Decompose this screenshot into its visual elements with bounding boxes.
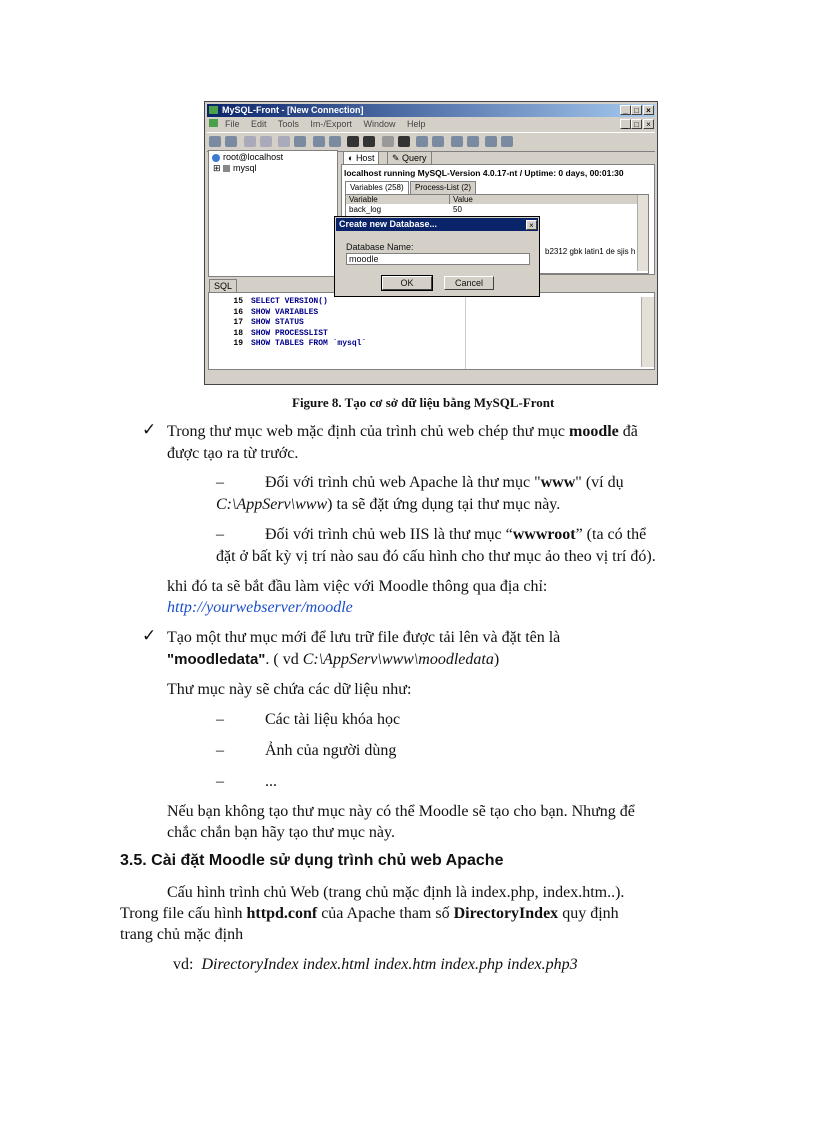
child-restore-icon[interactable]: □ (631, 119, 642, 129)
db-name-input[interactable]: moodle (346, 253, 530, 265)
database-icon (223, 165, 230, 172)
menu-help[interactable]: Help (406, 119, 426, 129)
maximize-icon[interactable]: □ (631, 105, 642, 115)
sub1-line1: Đối với trình chủ web Apache là thư mục "www" (ví dụ (265, 474, 624, 491)
dash: – (216, 742, 224, 759)
checkmark-icon: ✓ (142, 626, 157, 645)
database-tree: root@localhost ⊞ mysql (208, 150, 338, 277)
line-number: 17 (233, 318, 243, 327)
charset-value: b2312 gbk latin1 de sjis h (545, 247, 636, 256)
config-line2: Trong file cấu hình httpd.conf của Apache tham số DirectoryIndex quy định (120, 905, 619, 922)
bullet1-line1: Trong thư mục web mặc định của trình chủ web chép thư mục moodle đã (167, 423, 638, 440)
editor-divider (465, 293, 466, 369)
sql-editor[interactable] (208, 292, 655, 370)
db-name-label: Database Name: (346, 242, 414, 252)
list-item: ... (265, 773, 277, 790)
variables-scrollbar[interactable] (637, 195, 648, 271)
tab-sql[interactable]: SQL (209, 279, 237, 292)
new-table-icon[interactable] (329, 136, 341, 147)
sql-scrollbar[interactable] (641, 297, 654, 367)
note-line2: chắc chắn bạn hãy tạo thư mục này. (167, 824, 395, 841)
grid-icon[interactable] (416, 136, 428, 147)
sql-code (251, 297, 366, 350)
config-line1: Cấu hình trình chủ Web (trang chủ mặc định là index.php, index.htm..). (167, 884, 625, 901)
paste-icon[interactable] (260, 136, 272, 147)
sql-line: SELECT VERSION() (251, 297, 328, 306)
line-number: 19 (233, 339, 243, 348)
dialog-close-icon[interactable]: × (526, 220, 537, 230)
cancel-button[interactable]: Cancel (444, 276, 494, 290)
list-icon[interactable] (467, 136, 479, 147)
create-database-dialog (334, 216, 540, 297)
sql-line: SHOW VARIABLES (251, 307, 319, 317)
note-line1: Nếu bạn không tạo thư mục này có thể Moodle sẽ tạo cho bạn. Nhưng để (167, 803, 635, 820)
child-close-icon[interactable]: × (643, 119, 654, 129)
bullet1-line2: được tạo ra từ trước. (167, 445, 299, 462)
sql-line: SHOW PROCESSLIST (251, 328, 328, 338)
ok-button[interactable]: OK (382, 276, 432, 290)
dash: – (216, 711, 224, 728)
doc-icon (209, 119, 218, 127)
refresh-icon[interactable] (294, 136, 306, 147)
section-heading: 3.5. Cài đặt Moodle sử dụng trình chủ web Apache (120, 852, 504, 869)
close-icon[interactable]: × (643, 105, 654, 115)
contains-text: Thư mục này sẽ chứa các dữ liệu như: (167, 681, 412, 698)
dash: – (216, 474, 224, 491)
server-icon (212, 154, 220, 162)
row-value: 50 (453, 205, 462, 214)
connect-icon[interactable] (209, 136, 221, 147)
col-variable[interactable]: Variable (346, 195, 450, 204)
undo-icon[interactable] (278, 136, 290, 147)
list-item: Các tài liệu khóa học (265, 711, 401, 728)
config-line3: trang chủ mặc định (120, 926, 244, 943)
address-text: khi đó ta sẽ bắt đầu làm việc với Moodle thông qua địa chỉ: (167, 578, 548, 595)
line-number: 18 (233, 328, 243, 338)
server-info: localhost running MySQL-Version 4.0.17-nt / Uptime: 0 days, 00:01:30 (344, 168, 624, 178)
toolbar (207, 132, 655, 152)
window-titlebar (207, 104, 655, 117)
bullet2-line2: "moodledata". ( vd C:\AppServ\www\moodledata) (167, 651, 500, 668)
app-icon (209, 106, 218, 114)
cancel-icon[interactable] (363, 136, 375, 147)
menu-tools[interactable]: Tools (277, 119, 299, 129)
line-number: 16 (233, 307, 243, 317)
columns-icon[interactable] (485, 136, 497, 147)
disconnect-icon[interactable] (225, 136, 237, 147)
tab-query[interactable]: ✎ Query (387, 151, 432, 164)
sql-line: SHOW TABLES FROM `mysql` (251, 339, 367, 348)
menu-edit[interactable]: Edit (251, 119, 267, 129)
row-variable: back_log (349, 205, 382, 214)
dash: – (216, 526, 224, 543)
line-numbers (215, 297, 243, 350)
run-icon[interactable] (398, 136, 410, 147)
menu-file[interactable]: File (225, 119, 240, 129)
menu-import-export[interactable]: Im-/Export (310, 119, 352, 129)
tab-process-list[interactable]: Process-List (2) (410, 181, 476, 194)
dialog-title: Create new Database... (336, 218, 538, 231)
new-db-icon[interactable] (313, 136, 325, 147)
sub2-line2: đặt ở bất kỳ vị trí nào sau đó cấu hình cho thư mục ảo theo vị trí đó). (216, 548, 656, 565)
sql-line: SHOW STATUS (251, 318, 304, 327)
window-title: MySQL-Front - [New Connection] (222, 105, 364, 115)
dash: – (216, 773, 224, 790)
line-number: 15 (233, 297, 243, 306)
tree-root[interactable]: root@localhost (223, 152, 284, 162)
sub1-line2: C:\AppServ\www) ta sẽ đặt ứng dụng tại thư mục này. (216, 496, 561, 513)
bullet2-line1: Tạo một thư mục mới để lưu trữ file được tải lên và đặt tên là (167, 629, 561, 646)
table-icon[interactable] (432, 136, 444, 147)
menu-bar (207, 118, 655, 130)
help-icon[interactable] (382, 136, 394, 147)
minimize-icon[interactable]: _ (620, 105, 631, 115)
copy-icon[interactable] (244, 136, 256, 147)
delete-icon[interactable] (347, 136, 359, 147)
col-value[interactable]: Value (450, 195, 639, 204)
moodle-url-link[interactable]: http://yourwebserver/moodle (167, 599, 353, 616)
example-line: vd: DirectoryIndex index.html index.htm index.php index.php3 (173, 956, 578, 973)
tab-variables[interactable]: Variables (258) (345, 181, 409, 194)
child-minimize-icon[interactable]: _ (620, 119, 631, 129)
sub2-line1: Đối với trình chủ web IIS là thư mục “wwwroot” (ta có thể (265, 526, 647, 543)
export-icon[interactable] (451, 136, 463, 147)
checkmark-icon: ✓ (142, 420, 157, 439)
figure-caption: Figure 8. Tạo cơ sở dữ liệu bằng MySQL-Front (292, 395, 555, 410)
window-icon[interactable] (501, 136, 513, 147)
tab-host[interactable]: ◐ Host (343, 151, 379, 164)
tree-mysql[interactable]: mysql (233, 163, 257, 173)
menu-window[interactable]: Window (363, 119, 396, 129)
list-item: Ảnh của người dùng (265, 742, 397, 759)
